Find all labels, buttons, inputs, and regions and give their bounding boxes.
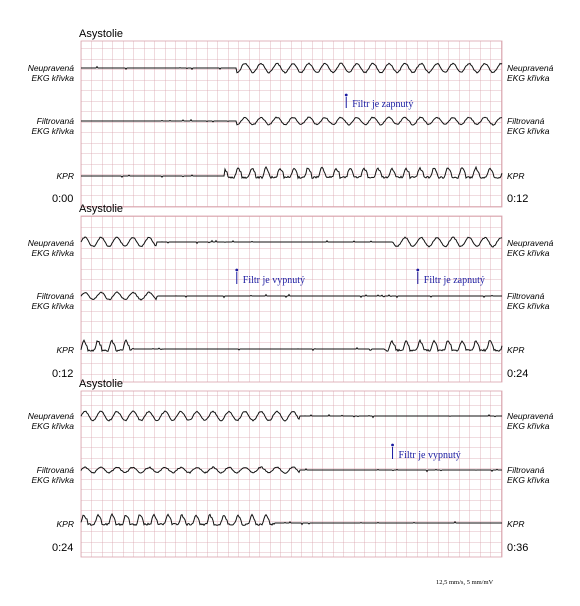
lead-label-filtered-right-line1: Filtrovaná (507, 116, 545, 126)
lead-label-filtered-line1: Filtrovaná (36, 291, 74, 301)
lead-label-cpr: KPR (56, 519, 74, 529)
panel-title: Asystolie (79, 28, 124, 40)
filter-status-label: Filtr je zapnutý (423, 275, 485, 286)
lead-label-raw-right-line1: Neupravená (507, 411, 554, 421)
lead-label-filtered-right-line2: EKG křivka (507, 126, 550, 136)
time-end: 0:12 (507, 193, 529, 205)
lead-label-cpr: KPR (56, 345, 74, 355)
panel-2 (28, 203, 554, 382)
filter-marker-dot (345, 94, 348, 97)
lead-label-filtered-line1: Filtrovaná (36, 116, 74, 126)
lead-label-raw-right-line1: Neupravená (507, 63, 554, 73)
lead-label-filtered-line2: EKG křivka (31, 126, 74, 136)
filter-marker-dot (416, 269, 419, 272)
lead-label-cpr-right: KPR (507, 345, 525, 355)
lead-label-filtered-right-line2: EKG křivka (507, 301, 550, 311)
lead-label-raw-right-line2: EKG křivka (507, 421, 550, 431)
panel-title: Asystolie (79, 203, 124, 215)
time-start: 0:00 (52, 193, 74, 205)
lead-label-raw-line2: EKG křivka (31, 73, 74, 83)
grid (81, 41, 502, 207)
scale-footer: 12,5 mm/s, 5 mm/mV (436, 579, 494, 586)
time-end: 0:24 (507, 368, 529, 380)
lead-label-cpr-right: KPR (507, 519, 525, 529)
lead-label-filtered-line2: EKG křivka (31, 475, 74, 485)
panel-title: Asystolie (79, 378, 124, 390)
lead-label-raw-line1: Neupravená (27, 238, 74, 248)
lead-label-cpr: KPR (56, 171, 74, 181)
filter-marker-dot (235, 269, 238, 272)
lead-label-raw-line2: EKG křivka (31, 421, 74, 431)
lead-label-raw-right-line1: Neupravená (507, 238, 554, 248)
lead-label-filtered-line1: Filtrovaná (36, 465, 74, 475)
lead-label-cpr-right: KPR (507, 171, 525, 181)
filter-status-label: Filtr je vypnutý (398, 450, 461, 461)
time-start: 0:24 (52, 542, 74, 554)
filter-status-label: Filtr je zapnutý (352, 99, 414, 110)
time-start: 0:12 (52, 368, 74, 380)
lead-label-filtered-right-line2: EKG křivka (507, 475, 550, 485)
lead-label-raw-line1: Neupravená (27, 411, 74, 421)
lead-label-raw-line2: EKG křivka (31, 248, 74, 258)
filter-marker-dot (391, 444, 394, 447)
grid (81, 216, 502, 382)
lead-label-raw-line1: Neupravená (27, 63, 74, 73)
lead-label-filtered-right-line1: Filtrovaná (507, 465, 545, 475)
filter-status-label: Filtr je vypnutý (242, 275, 306, 286)
lead-label-raw-right-line2: EKG křivka (507, 248, 550, 258)
lead-label-filtered-line2: EKG křivka (31, 301, 74, 311)
panel-3 (28, 378, 554, 557)
lead-label-raw-right-line2: EKG křivka (507, 73, 550, 83)
lead-label-filtered-right-line1: Filtrovaná (507, 291, 545, 301)
time-end: 0:36 (507, 542, 529, 554)
panel-1 (28, 28, 554, 207)
